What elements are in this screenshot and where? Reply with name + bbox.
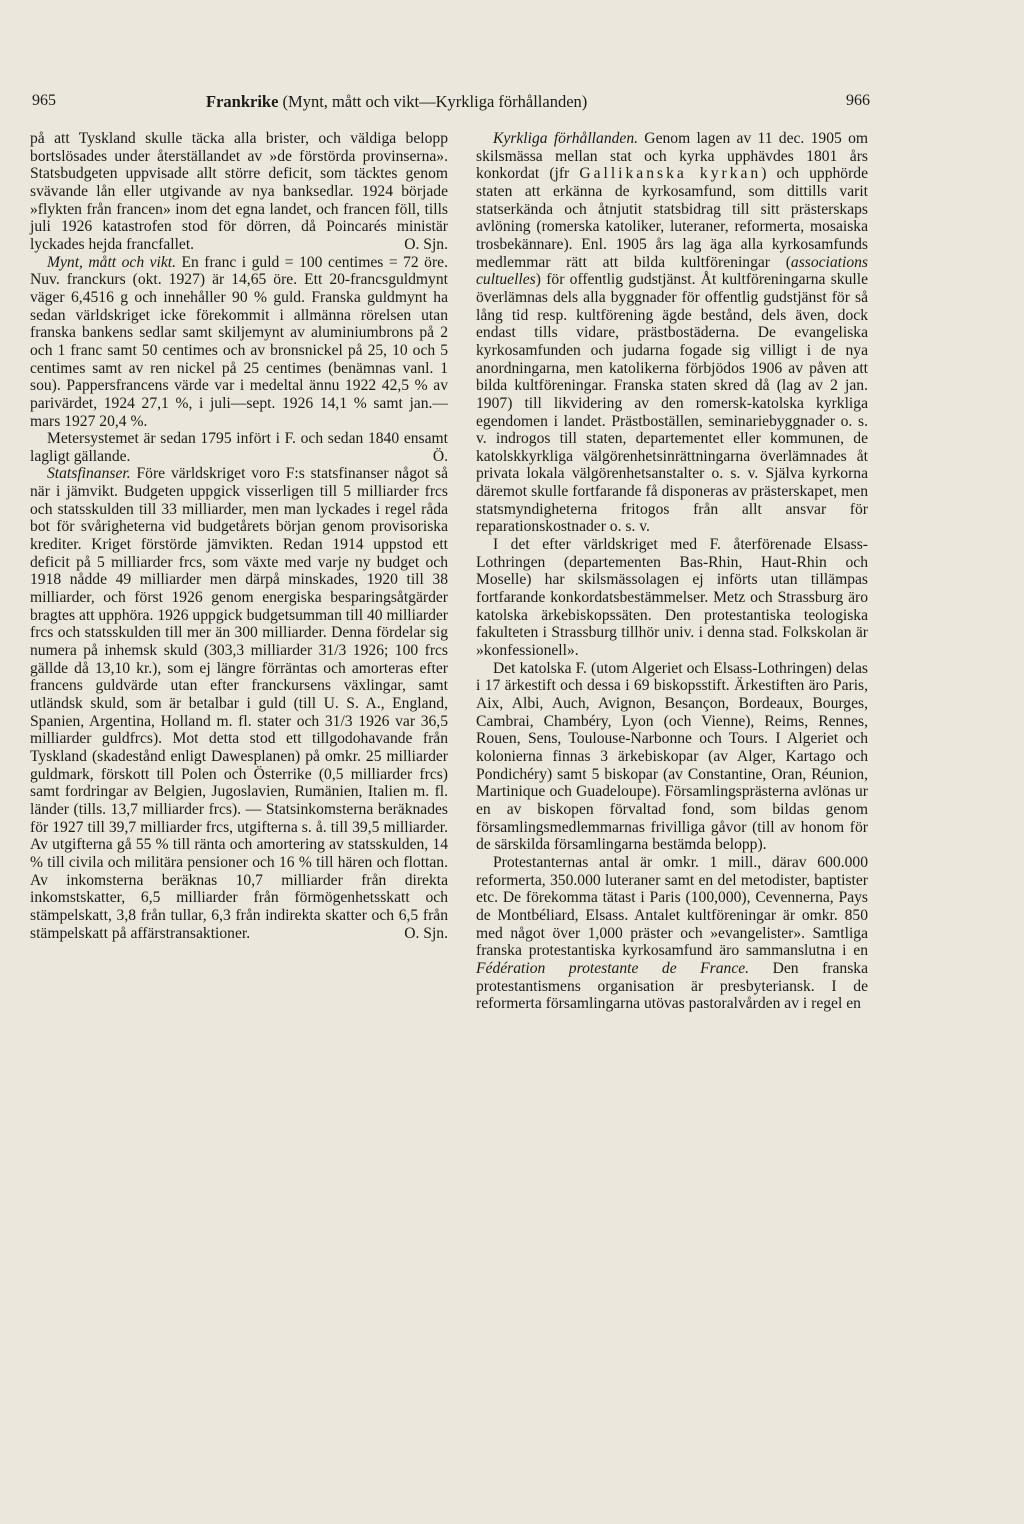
paragraph-protestants xyxy=(476,854,868,1013)
paragraph-alsace-lorraine xyxy=(476,536,868,660)
author-signature: O. Sjn. xyxy=(404,235,448,253)
paragraph-catholic-dioceses xyxy=(476,660,868,854)
paragraph-text: Den franska protestantismens organisation är presbyteriansk. I de reformerta församlingarna utövas pastoralvården av i regel en xyxy=(476,959,869,1013)
page-number-left: 965 xyxy=(32,92,56,109)
page-number-right: 966 xyxy=(846,92,870,109)
paragraph-text: på att Tyskland skulle täcka alla brister, och väldiga belopp bortslösades under återställandet av »de förstörda provinserna». Statsbudgeten uppvisade allt större deficit, som täcktes genom svävande lån eller utgivande av nya banksedlar. 1924 började »flykten från francen» inom det egna landet, och francen föll, tills juli 1926 katastrofen stod för dörren, då Poincarés ministär lyckades hejda francfallet. xyxy=(30,130,448,253)
paragraph-text: Protestanternas antal är omkr. 1 mill., därav 600.000 reformerta, 350.000 luteraner samt en del metodister, baptister etc. De förekomma tätast i Paris (100,000), Cevennerna, Pays de Montbéliard, Elsass. Antalet kultföreningar är omkr. 850 med något över 1,000 präster och »evangelister». Samtliga franska protestantiska kyrkosamfund äro sammanslutna i en xyxy=(476,853,868,960)
paragraph-currency xyxy=(30,254,448,431)
author-signature: Ö. xyxy=(432,447,448,465)
paragraph-text: I det efter världskriget med F. återförenade Elsass-Lothringen (departementen Bas-Rhin, Haut-Rhin och Moselle) har skilsmässolagen ej införts utan tillämpas fortfarande konkordatsbestämmelser. Metz och Strassburg äro katolska ärkebiskopssäten. Den protestantiska teologiska fakulteten i Strassburg tillhör univ. i denna stad. Folkskolan är »konfessionell». xyxy=(476,536,868,660)
paragraph-text: En franc i guld = 100 centimes = 72 öre. Nuv. franckurs (okt. 1927) är 14,65 öre. Ett 20-francsguldmynt väger 6,4516 g och innehåller 90 % guld. Franska guldmynt ha sedan världskriget icke förekommit i allmänna rörelsen utan franska bankens sedlar samt skiljemynt av aluminiumbrons på 2 och 1 franc samt 50 centimes och av bronsnickel på 25, 10 och 5 centimes samt av ren nickel på 25 centimes (benämnas vanl. 1 sou). Pappersfrancens värde var i medeltal ännu 1922 42,5 % av parivärdet, 1924 27,1 %, i juli—sept. 1926 14,1 % samt jan.—mars 1927 20,4 %. xyxy=(30,253,448,430)
paragraph-text: Före världskriget voro F:s statsfinanser något så när i jämvikt. Budgeten uppgick visserligen till 5 milliarder frcs och statsskulden till 33 milliarder, men man lyckades i regel råda bot för svårigheterna vid budgetårets början genom provisoriska krediter. Kriget förstörde jämvikten. Redan 1914 uppstod ett deficit på 5 milliarder frcs, som växte med varje ny budget och 1918 nådde 49 milliarder men därpå minskades, 1920 till 38 milliarder, och först 1926 genom energiska besparingsåtgärder bragtes att upphöra. 1926 uppgick budgetsumman till 40 milliarder frcs och statsskulden till mer än 300 milliarder. Denna fördelar sig numera på inhemsk skuld (303,3 milliarder 31/3 1926; 100 frcs gällde då 13,10 kr.), som ej längre förräntas och amorteras efter francens guldvärde utan efter franckursens växlingar, samt utländsk skuld, som är betalbar i guld (till U. S. A., England, Spanien, Argentina, Holland m. fl. stater och 31/3 1926 var 36,5 milliarder guldfrcs). Mot detta stod ett tillgodohavande från Tyskland (skadestånd enligt Dawesplanen) på omkr. 25 milliarder guldmark, förskott till Polen och Österrike (0,5 milliarder frcs) samt fordringar av Belgien, Jugoslavien, Rumänien, Italien m. fl. länder (tills. 13,7 milliarder frcs). — Statsinkomsterna beräknades för 1927 till 39,7 milliarder frcs, utgifterna s. å. till 39,5 milliarder. Av utgifterna gå 55 % till ränta och amortering av statsskulden, 14 % till civila och militära pensioner och 16 % till hären och flottan. Av inkomsterna beräknas 10,7 milliarder från direkta inkomstskatter, 6,5 milliarder från förmögenhetsskatt och stämpelskatt, 3,8 från tullar, 6,3 från indirekta skatter och 6,5 från stämpelskatt på affärstransaktioner. xyxy=(30,465,448,942)
italic-term: associations cultuelles xyxy=(476,253,868,289)
right-column xyxy=(476,130,868,1013)
section-heading: Kyrkliga förhållanden. xyxy=(493,130,639,147)
section-heading: Mynt, mått och vikt. xyxy=(47,253,177,271)
header-title-rest: (Mynt, mått och vikt—Kyrkliga förhållanden) xyxy=(278,92,588,111)
italic-term: Fédération protestante de France. xyxy=(476,959,750,977)
paragraph-text: Genom lagen av 11 dec. 1905 om skilsmässa mellan stat och kyrka upphävdes 1801 års konkordat (jfr xyxy=(476,130,868,183)
paragraph-state-finances xyxy=(30,465,448,942)
left-column xyxy=(30,130,448,942)
paragraph-metric-system xyxy=(30,430,448,465)
paragraph-church-relations xyxy=(476,130,868,536)
paragraph-text: Det katolska F. (utom Algeriet och Elsass-Lothringen) delas i 17 ärkestift och dessa i 69 biskopsstift. Ärkestiften äro Paris, Aix, Albi, Auch, Avignon, Besançon, Bordeaux, Bourges, Cambrai, Chambéry, Lyon (och Vienne), Reims, Rennes, Rouen, Sens, Toulouse-Narbonne och Tours. I Algeriet och kolonierna finnas 3 ärkebiskopar (av Alger, Kartago och Pondichéry) samt 5 biskopar (av Constantine, Oran, Réunion, Martinique och Guadeloupe). Församlingsprästerna avlönas ur en av biskopen förvaltad fond, som bildas genom församlingsmedlemmarnas frivilliga gåvor (till av honom för de särskilda församlingarna bestämda belopp). xyxy=(476,659,868,854)
paragraph-end-revolution xyxy=(30,130,448,254)
paragraph-text: Metersystemet är sedan 1795 infört i F. och sedan 1840 ensamt lagligt gällande. xyxy=(30,430,448,465)
paragraph-text: ) för offentlig gudstjänst. Åt kultföreningarna skulle överlämnas dels alla byggnader för offentlig gudstjänst för så lång tid resp. kultförening ägde bestånd, dels även, dock endast tills vidare, prästbostäderna. De evangeliska kyrkosamfunden och judarna fogade sig villigt i de nya anordningarna, men katolikerna förbjödos 1906 av påven att bilda kultföreningar. Franska staten skred då (lag av 2 jan. 1907) till likvidering av den romersk-katolska kyrkliga egendomen i landet. Prästboställen, seminariebyggnader o. s. v. indrogos till staten, departementet eller kommunen, de katolskkyrkliga välgörenhetsinrättningarna överlämnades åt privata lokala välgörenhetsanstalter o. s. v. Själva kyrkorna däremot skulle fortfarande få disponeras av prästerskapet, men statsmyndigheterna fritogos från allt ansvar för reparationskostnader o. s. v. xyxy=(476,271,868,536)
cross-reference: Gallikanska kyrkan xyxy=(579,165,762,183)
section-heading: Statsfinanser. xyxy=(47,465,131,483)
author-signature: O. Sjn. xyxy=(404,924,448,942)
header-title-bold: Frankrike xyxy=(206,92,279,111)
paragraph-text: ) och upphörde staten att erkänna de kyrkosamfund, som dittills varit statserkända och åtnjutit statsbidrag till sitt prästerskaps avlöning (romerska katoliker, luteraner, reformerta, mosaiska trosbekännare). Enl. 1905 års lag äga alla kyrkosamfunds medlemmar rätt att bilda kultföreningar ( xyxy=(476,165,869,271)
running-header xyxy=(206,92,587,112)
